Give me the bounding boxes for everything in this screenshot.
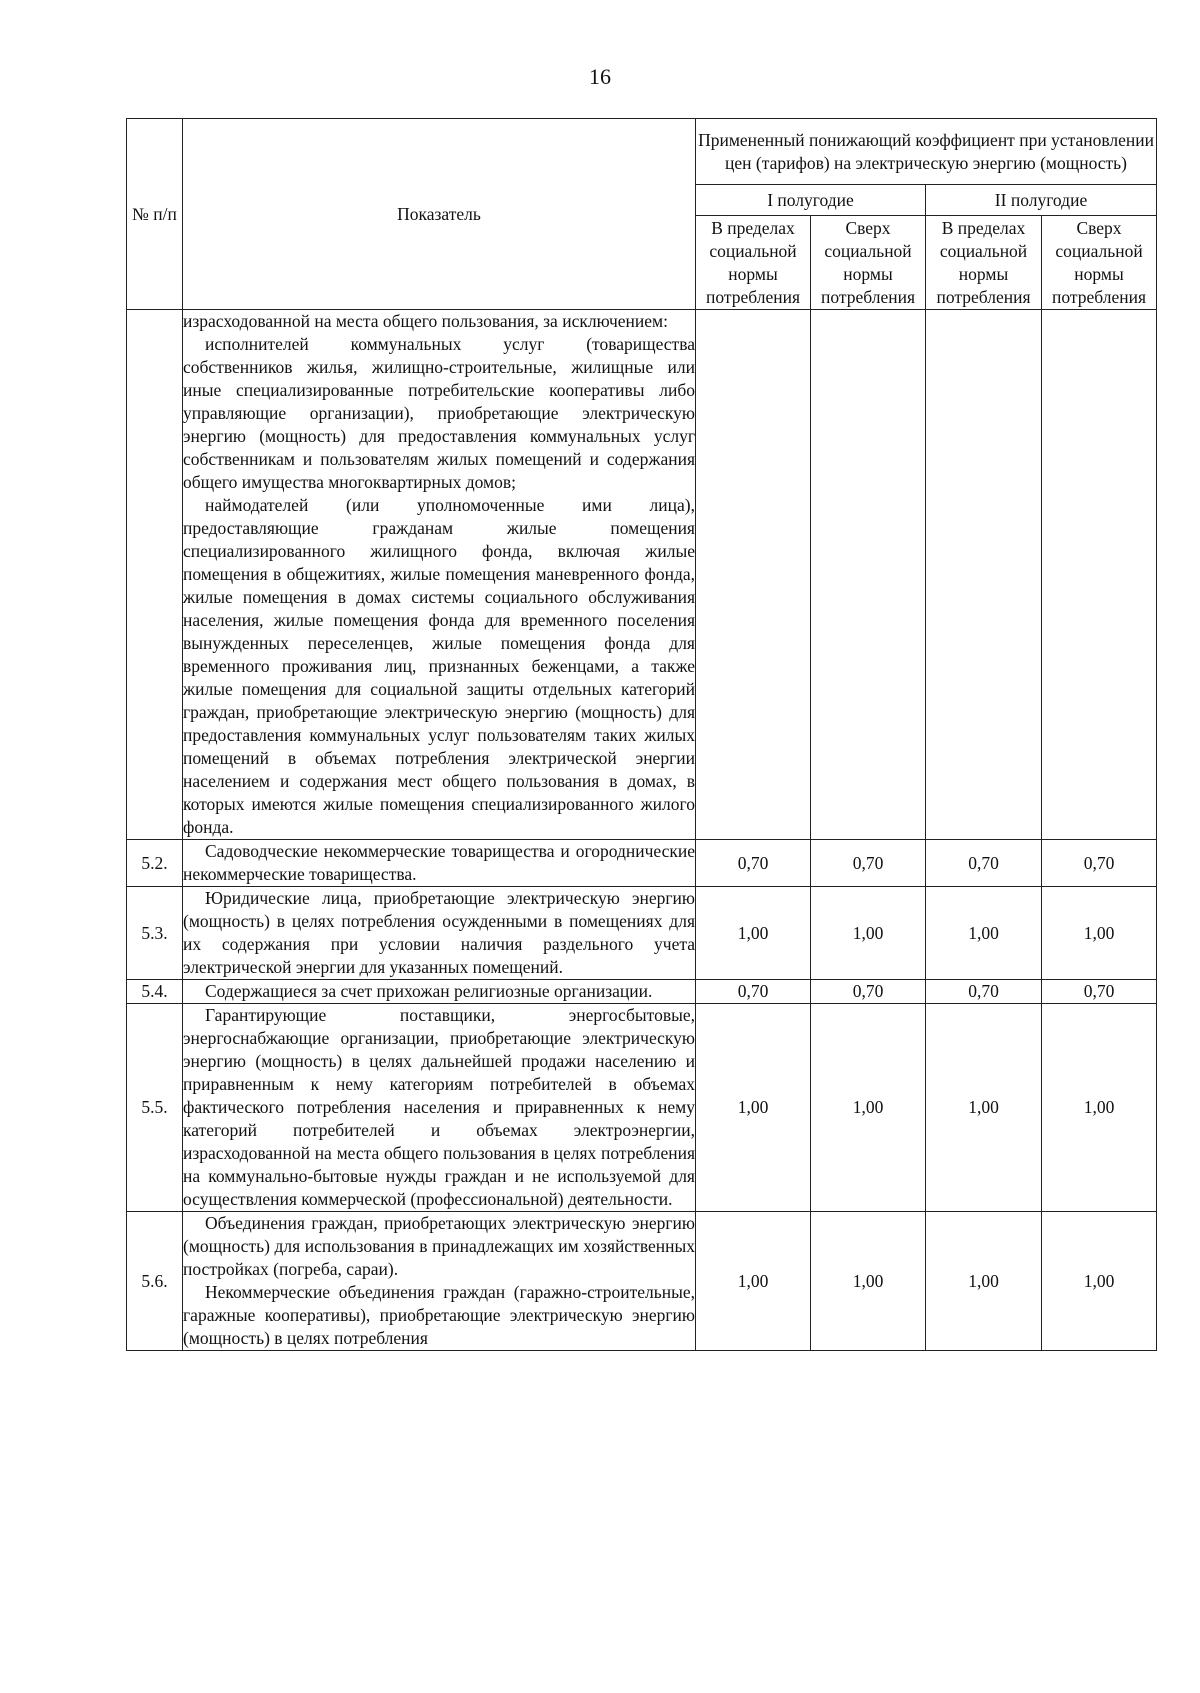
row-number: 5.3. (127, 887, 183, 980)
value-cell: 0,70 (696, 840, 811, 887)
row-number: 5.2. (127, 840, 183, 887)
value-cell: 1,00 (811, 1004, 926, 1212)
value-cell: 1,00 (696, 887, 811, 980)
value-cell: 1,00 (926, 1004, 1042, 1212)
header-within-norm-2: В пределах социальной нормы потребления (926, 216, 1042, 310)
header-half-2: II полугодие (926, 185, 1157, 216)
value-cell (811, 310, 926, 840)
page-number: 16 (589, 64, 611, 89)
paragraph: наймодателей (или уполномоченные ими лица), предоставляющие гражданам жилые помещения специализированного жилищного фонда, включая жилые помещения в общежитиях, жилые помещения маневренного фонда, жилые помещения в домах системы социального обслуживания населения, жилые помещения фонда для временного поселения вынужденных переселенцев, жилые помещения фонда для временного проживания лиц, признанных беженцами, а также жилые помещения для социальной защиты отдельных категорий граждан, приобретающие электрическую энергию (мощность) для предоставления коммунальных услуг пользователям таких жилых помещений в объемах потребления электрической энергии населением и содержания мест общего пользования в домах, в которых имеются жилые помещения специализированного жилого фонда. (183, 495, 695, 837)
value-cell (1042, 310, 1157, 840)
coefficient-table (126, 118, 1157, 1351)
row-indicator (183, 310, 696, 840)
header-number: № п/п (127, 119, 183, 310)
value-cell: 0,70 (926, 980, 1042, 1004)
header-coefficient: Примененный понижающий коэффициент при установлении цен (тарифов) на электрическую энергию (мощность) (696, 119, 1157, 185)
paragraph: Юридические лица, приобретающие электрическую энергию (мощность) в целях потребления осужденными в помещениях для их содержания при условии наличия раздельного учета электрической энергии для указанных помещений. (183, 888, 695, 977)
value-cell: 0,70 (811, 840, 926, 887)
table-row (127, 887, 1157, 980)
table-row (127, 1004, 1157, 1212)
paragraph: Садоводческие некоммерческие товарищества и огороднические некоммерческие товарищества. (183, 841, 695, 884)
header-within-norm-1: В пределах социальной нормы потребления (696, 216, 811, 310)
paragraph: Некоммерческие объединения граждан (гаражно-строительные, гаражные кооперативы), приобретающие электрическую энергию (мощность) в целях потребления (183, 1282, 695, 1348)
value-cell: 0,70 (1042, 840, 1157, 887)
value-cell: 0,70 (1042, 980, 1157, 1004)
row-number: 5.4. (127, 980, 183, 1004)
row-indicator (183, 840, 696, 887)
value-cell: 0,70 (926, 840, 1042, 887)
table-row (127, 1212, 1157, 1351)
paragraph: Объединения граждан, приобретающих электрическую энергию (мощность) для использования в принадлежащих им хозяйственных постройках (погреба, сараи). (183, 1213, 695, 1279)
header-indicator: Показатель (183, 119, 696, 310)
table-row (127, 840, 1157, 887)
row-number (127, 310, 183, 840)
row-indicator (183, 980, 696, 1004)
paragraph: исполнителей коммунальных услуг (товарищества собственников жилья, жилищно-строительные, жилищные или иные специализированные потребительские кооперативы либо управляющие организации), приобретающие электрическую энергию (мощность) для предоставления коммунальных услуг собственникам и пользователям жилых помещений и содержания общего имущества многоквартирных домов; (183, 334, 695, 492)
value-cell: 1,00 (1042, 887, 1157, 980)
value-cell: 0,70 (811, 980, 926, 1004)
value-cell: 1,00 (926, 887, 1042, 980)
row-number: 5.5. (127, 1004, 183, 1212)
value-cell: 1,00 (811, 887, 926, 980)
header-half-1: I полугодие (696, 185, 926, 216)
table-row (127, 980, 1157, 1004)
row-indicator (183, 887, 696, 980)
paragraph: Содержащиеся за счет прихожан религиозные организации. (205, 981, 653, 1001)
table-row (127, 310, 1157, 840)
value-cell: 1,00 (696, 1212, 811, 1351)
header-over-norm-1: Сверх социальной нормы потребления (811, 216, 926, 310)
value-cell: 1,00 (926, 1212, 1042, 1351)
row-number: 5.6. (127, 1212, 183, 1351)
header-over-norm-2: Сверх социальной нормы потребления (1042, 216, 1157, 310)
value-cell: 0,70 (696, 980, 811, 1004)
value-cell: 1,00 (811, 1212, 926, 1351)
row-indicator (183, 1004, 696, 1212)
paragraph: Гарантирующие поставщики, энергосбытовые, энергоснабжающие организации, приобретающие электрическую энергию (мощность) в целях дальнейшей продажи населению и приравненным к нему категориям потребителей в объемах фактического потребления населения и приравненных к нему категорий потребителей и объемах электроэнергии, израсходованной на места общего пользования в целях потребления на коммунально-бытовые нужды граждан и не используемой для осуществления коммерческой (профессиональной) деятельности. (183, 1005, 695, 1209)
value-cell (926, 310, 1042, 840)
paragraph: израсходованной на места общего пользования, за исключением: (183, 311, 668, 331)
value-cell: 1,00 (1042, 1212, 1157, 1351)
value-cell: 1,00 (1042, 1004, 1157, 1212)
value-cell: 1,00 (696, 1004, 811, 1212)
value-cell (696, 310, 811, 840)
row-indicator (183, 1212, 696, 1351)
